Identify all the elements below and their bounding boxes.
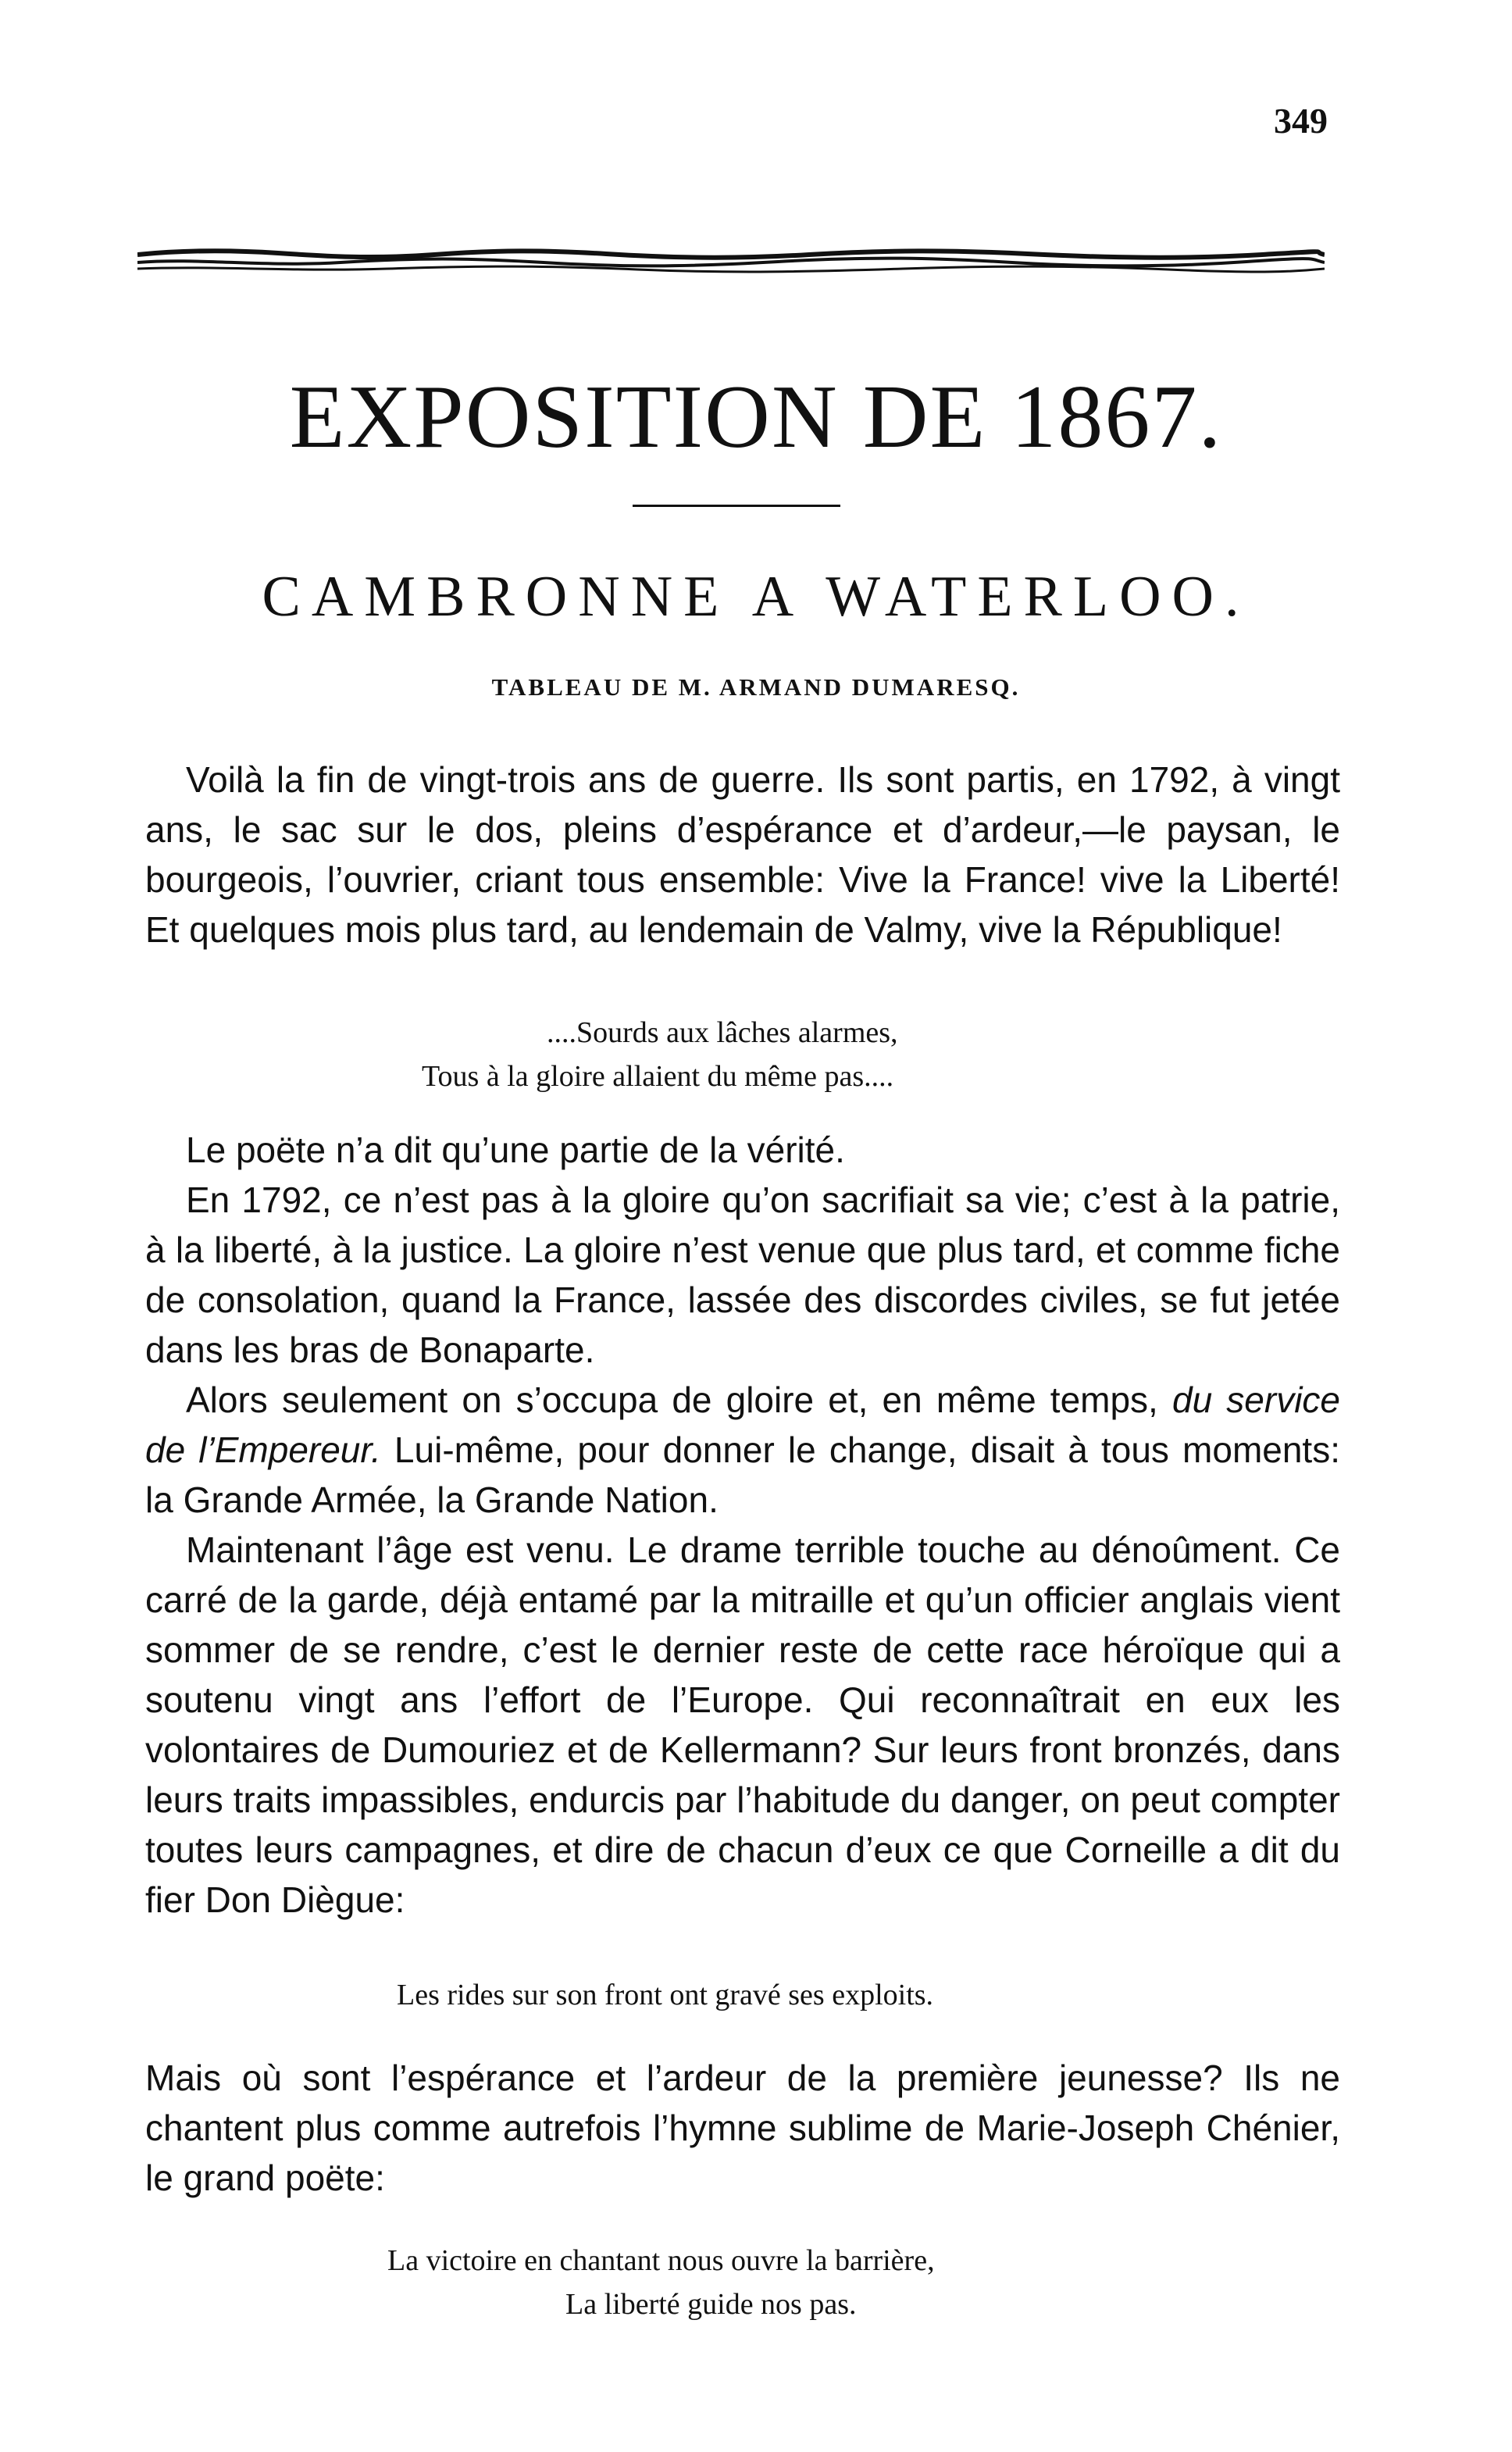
italic-text-run: du service de l’Empereur.	[145, 1379, 1340, 1470]
text-block-2	[145, 1125, 1340, 1925]
paragraph: Voilà la fin de vingt-trois ans de guerre. Ils sont partis, en 1792, à vingt ans, le sac sur le dos, pleins d’espérance et d’ardeur,—le paysan, le bourgeois, l’ouvrier, criant tous ensemble: Vive la France! vive la Liberté! Et quelques mois plus tard, au lendemain de Valmy, vive la République!	[145, 759, 1340, 950]
text-run: Alors seulement on s’occupa de gloire et, en même temps,	[186, 1379, 1172, 1420]
verse-line: La victoire en chantant nous ouvre la barrière,	[387, 2244, 935, 2277]
paragraph: Maintenant l’âge est venu. Le drame terrible touche au dénoûment. Ce carré de la garde, déjà entamé par la mitraille et qu’un officier anglais vient sommer de se rendre, c’est le dernier reste de cette race héroïque qui a soutenu vingt ans l’effort de l’Europe. Qui reconnaîtrait en eux les volontaires de Dumouriez et de Kellermann? Sur leurs front bronzés, dans leurs traits impassibles, endurcis par l’habitude du danger, on peut compter toutes leurs campagnes, et dire de chacun d’eux ce que Corneille a dit du fier Don Diègue:	[145, 1529, 1340, 1920]
text-run: Lui-même, pour donner le change, disait à tous moments: la Grande Armée, la Grande Nation.	[145, 1429, 1340, 1520]
verse-line: Les rides sur son front ont gravé ses exploits.	[397, 1979, 934, 2011]
paragraph: En 1792, ce n’est pas à la gloire qu’on sacrifiait sa vie; c’est à la patrie, à la liberté, à la justice. La gloire n’est venue que plus tard, et comme fiche de consolation, quand la France, lassée des discordes civiles, se fut jetée dans les bras de Bonaparte.	[145, 1180, 1340, 1370]
verse-quote-2	[0, 1973, 1512, 2017]
tableau-credit: TABLEAU DE M. ARMAND DUMARESQ.	[491, 673, 1021, 701]
text-block-1	[145, 755, 1340, 955]
page-title: EXPOSITION DE 1867.	[289, 367, 1223, 467]
verse-line: ....Sourds aux lâches alarmes,	[547, 1016, 898, 1049]
title-divider	[633, 505, 840, 507]
paragraph: Mais où sont l’espérance et l’ardeur de la première jeunesse? Ils ne chantent plus comme autrefois l’hymne sublime de Marie-Joseph Chénier, le grand poëte:	[145, 2058, 1340, 2198]
verse-line: Tous à la gloire allaient du même pas....	[422, 1060, 894, 1093]
text-block-3	[145, 2053, 1340, 2203]
page-number: 349	[1274, 101, 1328, 141]
verse-quote-1	[0, 1011, 1512, 1098]
paragraph: Le poëte n’a dit qu’une partie de la vérité.	[186, 1130, 845, 1170]
verse-quote-3	[0, 2239, 1512, 2326]
verse-line: La liberté guide nos pas.	[565, 2288, 857, 2321]
chapter-subtitle: CAMBRONNE A WATERLOO.	[262, 565, 1250, 629]
decorative-rule	[137, 248, 1325, 275]
paragraph	[145, 1375, 1340, 1525]
